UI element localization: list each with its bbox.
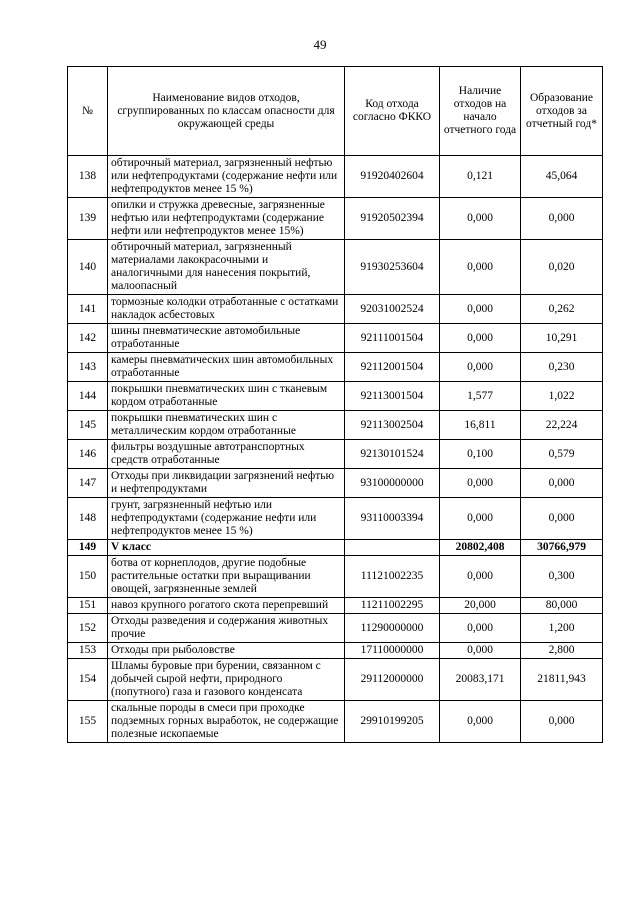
cell-start: 0,000 (440, 643, 521, 659)
cell-start: 0,000 (440, 469, 521, 498)
table-row (68, 614, 603, 643)
cell-name: ботва от корнеплодов, другие подобные растительные остатки при выращивании овощей, загрязненные землей (108, 556, 345, 598)
cell-start: 1,577 (440, 382, 521, 411)
cell-name: навоз крупного рогатого скота перепревший (108, 598, 345, 614)
table-row (68, 240, 603, 295)
cell-start: 0,000 (440, 556, 521, 598)
cell-gen: 2,800 (521, 643, 603, 659)
cell-start: 0,000 (440, 198, 521, 240)
cell-start: 20,000 (440, 598, 521, 614)
cell-num: 145 (68, 411, 108, 440)
cell-name: опилки и стружка древесные, загрязненные нефтью или нефтепродуктами (содержание нефти или нефтепродуктов менее 15%) (108, 198, 345, 240)
cell-num: 149 (68, 540, 108, 556)
cell-code: 92113001504 (345, 382, 440, 411)
table-row (68, 598, 603, 614)
cell-gen: 1,022 (521, 382, 603, 411)
table-row (68, 643, 603, 659)
cell-start: 16,811 (440, 411, 521, 440)
cell-num: 150 (68, 556, 108, 598)
cell-num: 140 (68, 240, 108, 295)
cell-name: Шламы буровые при бурении, связанном с добычей сырой нефти, природного (попутного) газа и газового конденсата (108, 659, 345, 701)
table-row (68, 701, 603, 743)
cell-gen: 21811,943 (521, 659, 603, 701)
cell-num: 146 (68, 440, 108, 469)
cell-code: 11121002235 (345, 556, 440, 598)
cell-start: 0,000 (440, 614, 521, 643)
cell-num: 144 (68, 382, 108, 411)
cell-start: 20083,171 (440, 659, 521, 701)
cell-code (345, 540, 440, 556)
cell-num: 155 (68, 701, 108, 743)
cell-num: 142 (68, 324, 108, 353)
table-row (68, 469, 603, 498)
cell-name: V класс (108, 540, 345, 556)
cell-name: шины пневматические автомобильные отработанные (108, 324, 345, 353)
cell-num: 143 (68, 353, 108, 382)
table-row (68, 382, 603, 411)
table-row (68, 659, 603, 701)
cell-gen: 0,579 (521, 440, 603, 469)
cell-gen: 30766,979 (521, 540, 603, 556)
cell-code: 91920402604 (345, 156, 440, 198)
table-row (68, 324, 603, 353)
header-start: Наличие отходов на начало отчетного года (440, 67, 521, 156)
cell-name: камеры пневматических шин автомобильных отработанные (108, 353, 345, 382)
cell-name: грунт, загрязненный нефтью или нефтепродуктами (содержание нефти или нефтепродуктов менее 15 %) (108, 498, 345, 540)
cell-gen: 0,000 (521, 498, 603, 540)
header-code: Код отхода согласно ФККО (345, 67, 440, 156)
cell-start: 0,000 (440, 295, 521, 324)
cell-start: 20802,408 (440, 540, 521, 556)
cell-code: 93100000000 (345, 469, 440, 498)
cell-num: 153 (68, 643, 108, 659)
table-row (68, 353, 603, 382)
table-row (68, 156, 603, 198)
table-row (68, 498, 603, 540)
table-row (68, 556, 603, 598)
cell-code: 92111001504 (345, 324, 440, 353)
cell-code: 91930253604 (345, 240, 440, 295)
cell-num: 141 (68, 295, 108, 324)
cell-gen: 0,020 (521, 240, 603, 295)
cell-gen: 0,000 (521, 198, 603, 240)
cell-start: 0,000 (440, 353, 521, 382)
cell-start: 0,000 (440, 701, 521, 743)
cell-num: 138 (68, 156, 108, 198)
cell-gen: 80,000 (521, 598, 603, 614)
cell-start: 0,000 (440, 498, 521, 540)
cell-num: 148 (68, 498, 108, 540)
cell-gen: 0,000 (521, 469, 603, 498)
cell-num: 139 (68, 198, 108, 240)
cell-name: фильтры воздушные автотранспортных средств отработанные (108, 440, 345, 469)
cell-start: 0,121 (440, 156, 521, 198)
cell-num: 152 (68, 614, 108, 643)
cell-name: Отходы при рыболовстве (108, 643, 345, 659)
cell-start: 0,000 (440, 324, 521, 353)
cell-code: 92112001504 (345, 353, 440, 382)
header-name: Наименование видов отходов, сгруппированных по классам опасности для окружающей среды (108, 67, 345, 156)
class-row (68, 540, 603, 556)
cell-name: обтирочный материал, загрязненный материалами лакокрасочными и аналогичными для нанесения покрытий, малоопасный (108, 240, 345, 295)
cell-gen: 10,291 (521, 324, 603, 353)
cell-gen: 0,230 (521, 353, 603, 382)
cell-start: 0,000 (440, 240, 521, 295)
cell-gen: 22,224 (521, 411, 603, 440)
cell-code: 92113002504 (345, 411, 440, 440)
table-body (68, 156, 603, 743)
cell-gen: 1,200 (521, 614, 603, 643)
cell-code: 29910199205 (345, 701, 440, 743)
table-row (68, 440, 603, 469)
cell-name: Отходы разведения и содержания животных прочие (108, 614, 345, 643)
cell-gen: 0,300 (521, 556, 603, 598)
cell-code: 92031002524 (345, 295, 440, 324)
table-row (68, 295, 603, 324)
cell-name: обтирочный материал, загрязненный нефтью или нефтепродуктами (содержание нефти или нефтепродуктов менее 15 %) (108, 156, 345, 198)
cell-name: покрышки пневматических шин с металлическим кордом отработанные (108, 411, 345, 440)
cell-code: 92130101524 (345, 440, 440, 469)
cell-num: 154 (68, 659, 108, 701)
header-num: № (68, 67, 108, 156)
waste-table (67, 66, 603, 743)
cell-num: 147 (68, 469, 108, 498)
cell-code: 17110000000 (345, 643, 440, 659)
cell-code: 11290000000 (345, 614, 440, 643)
table-row (68, 411, 603, 440)
cell-code: 93110003394 (345, 498, 440, 540)
cell-start: 0,100 (440, 440, 521, 469)
table-row (68, 198, 603, 240)
cell-code: 29112000000 (345, 659, 440, 701)
cell-num: 151 (68, 598, 108, 614)
cell-gen: 45,064 (521, 156, 603, 198)
table-header-row (68, 67, 603, 156)
cell-code: 91920502394 (345, 198, 440, 240)
cell-code: 11211002295 (345, 598, 440, 614)
page-number: 49 (313, 37, 327, 52)
cell-gen: 0,262 (521, 295, 603, 324)
cell-name: скальные породы в смеси при проходке подземных горных выработок, не содержащие полезные ископаемые (108, 701, 345, 743)
header-gen: Образование отходов за отчетный год* (521, 67, 603, 156)
cell-name: Отходы при ликвидации загрязнений нефтью и нефтепродуктами (108, 469, 345, 498)
cell-name: тормозные колодки отработанные с остатками накладок асбестовых (108, 295, 345, 324)
cell-gen: 0,000 (521, 701, 603, 743)
cell-name: покрышки пневматических шин с тканевым кордом отработанные (108, 382, 345, 411)
